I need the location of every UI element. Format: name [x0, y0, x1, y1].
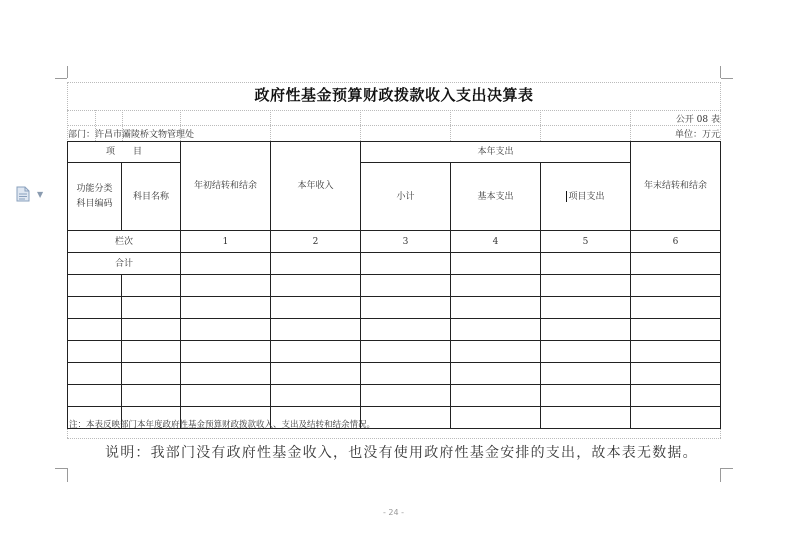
table-cell[interactable] — [122, 363, 181, 385]
table-cell[interactable] — [271, 363, 361, 385]
table-cell[interactable] — [68, 319, 122, 341]
department-label: 部门：许昌市灞陵桥文物管理处 — [68, 130, 195, 140]
table-cell[interactable] — [631, 407, 721, 429]
table-cell[interactable] — [181, 341, 271, 363]
unit-label: 单位：万元 — [674, 130, 720, 140]
table-cell[interactable] — [541, 363, 631, 385]
header-income: 本年收入 — [271, 142, 361, 231]
header-basic-expense: 基本支出 — [451, 163, 541, 231]
table-cell[interactable] — [271, 319, 361, 341]
header-begin-balance: 年初结转和结余 — [181, 142, 271, 231]
table-cell[interactable] — [631, 363, 721, 385]
table-cell[interactable] — [181, 319, 271, 341]
crop-mark-bottom-right-v — [720, 468, 721, 482]
budget-table — [67, 141, 721, 429]
crop-mark-bottom-left-h — [55, 468, 67, 469]
total-label: 合计 — [68, 253, 181, 275]
table-cell[interactable] — [271, 341, 361, 363]
table-cell[interactable] — [631, 319, 721, 341]
table-cell[interactable] — [541, 341, 631, 363]
table-row — [68, 341, 721, 363]
row-index-col: 4 — [451, 231, 541, 253]
table-cell[interactable] — [361, 363, 451, 385]
row-index-label: 栏次 — [68, 231, 181, 253]
guide — [270, 110, 271, 141]
table-row — [68, 363, 721, 385]
page-number: - 24 - — [382, 508, 405, 517]
header-project-expense[interactable]: 项目支出 — [541, 163, 631, 231]
table-cell[interactable] — [68, 385, 122, 407]
table-cell[interactable] — [541, 297, 631, 319]
table-cell[interactable] — [68, 297, 122, 319]
guide — [630, 110, 631, 141]
table-cell[interactable] — [181, 253, 271, 275]
table-cell[interactable] — [122, 385, 181, 407]
table-cell[interactable] — [541, 319, 631, 341]
table-cell[interactable] — [451, 341, 541, 363]
table-cell[interactable] — [181, 275, 271, 297]
table-cell[interactable] — [271, 275, 361, 297]
crop-mark-top-right-h — [721, 78, 733, 79]
table-cell[interactable] — [541, 275, 631, 297]
row-index-col: 3 — [361, 231, 451, 253]
table-cell[interactable] — [631, 385, 721, 407]
table-row — [68, 275, 721, 297]
table-cell[interactable] — [122, 341, 181, 363]
crop-mark-bottom-right-h — [721, 468, 733, 469]
row-index-col: 6 — [631, 231, 721, 253]
table-cell[interactable] — [361, 297, 451, 319]
table-note: 注：本表反映部门本年度政府性基金预算财政拨款收入、支出及结转和结余情况。 — [69, 420, 376, 430]
table-cell[interactable] — [271, 385, 361, 407]
guide — [540, 110, 541, 141]
table-cell[interactable] — [181, 385, 271, 407]
frame-bottom — [67, 438, 721, 439]
table-cell[interactable] — [451, 253, 541, 275]
table-cell[interactable] — [451, 363, 541, 385]
table-cell[interactable] — [451, 297, 541, 319]
table-cell[interactable] — [451, 385, 541, 407]
guide — [450, 110, 451, 141]
header-subject-name: 科目名称 — [122, 163, 181, 231]
table-cell[interactable] — [361, 275, 451, 297]
row-index-col: 1 — [181, 231, 271, 253]
crop-mark-bottom-left-v — [67, 468, 68, 482]
table-row — [68, 385, 721, 407]
table-row-total — [68, 253, 721, 275]
table-cell[interactable] — [361, 385, 451, 407]
table-cell[interactable] — [451, 319, 541, 341]
guide — [360, 110, 361, 141]
table-cell[interactable] — [631, 253, 721, 275]
table-cell[interactable] — [68, 341, 122, 363]
header-subtotal: 小计 — [361, 163, 451, 231]
document-icon[interactable] — [16, 186, 30, 202]
table-cell[interactable] — [541, 407, 631, 429]
crop-mark-top-left-v — [67, 66, 68, 78]
table-cell[interactable] — [122, 319, 181, 341]
table-cell[interactable] — [361, 253, 451, 275]
table-cell[interactable] — [271, 297, 361, 319]
table-cell[interactable] — [541, 253, 631, 275]
report-title: 政府性基金预算财政拨款收入支出决算表 — [254, 86, 534, 104]
chevron-down-icon[interactable]: ▼ — [37, 190, 44, 199]
table-cell[interactable] — [631, 275, 721, 297]
header-func-code: 功能分类 科目编码 — [68, 163, 122, 231]
table-cell[interactable] — [631, 297, 721, 319]
crop-mark-top-left-h — [55, 78, 67, 79]
frame-top — [67, 82, 721, 83]
row-index-col: 2 — [271, 231, 361, 253]
table-cell[interactable] — [122, 275, 181, 297]
table-row — [68, 319, 721, 341]
table-cell[interactable] — [631, 341, 721, 363]
table-cell[interactable] — [451, 275, 541, 297]
form-code: 公开 08 表 — [675, 115, 720, 125]
crop-mark-top-right-v — [720, 66, 721, 78]
table-cell[interactable] — [181, 297, 271, 319]
table-cell[interactable] — [361, 319, 451, 341]
header-expense-group: 本年支出 — [361, 142, 631, 163]
table-cell[interactable] — [541, 385, 631, 407]
row-index-col: 5 — [541, 231, 631, 253]
table-cell[interactable] — [181, 363, 271, 385]
table-cell[interactable] — [68, 363, 122, 385]
table-cell[interactable] — [451, 407, 541, 429]
table-cell[interactable] — [68, 275, 122, 297]
frame-row-form — [67, 125, 721, 126]
frame-title-bottom — [67, 110, 721, 111]
table-cell[interactable] — [122, 297, 181, 319]
table-row — [68, 297, 721, 319]
explanation-text: 说明：我部门没有政府性基金收入，也没有使用政府性基金安排的支出，故本表无数据。 — [105, 445, 698, 461]
table-cell[interactable] — [271, 253, 361, 275]
header-item-group: 项 目 — [68, 142, 181, 163]
table-cell[interactable] — [361, 341, 451, 363]
header-end-balance: 年末结转和结余 — [631, 142, 721, 231]
